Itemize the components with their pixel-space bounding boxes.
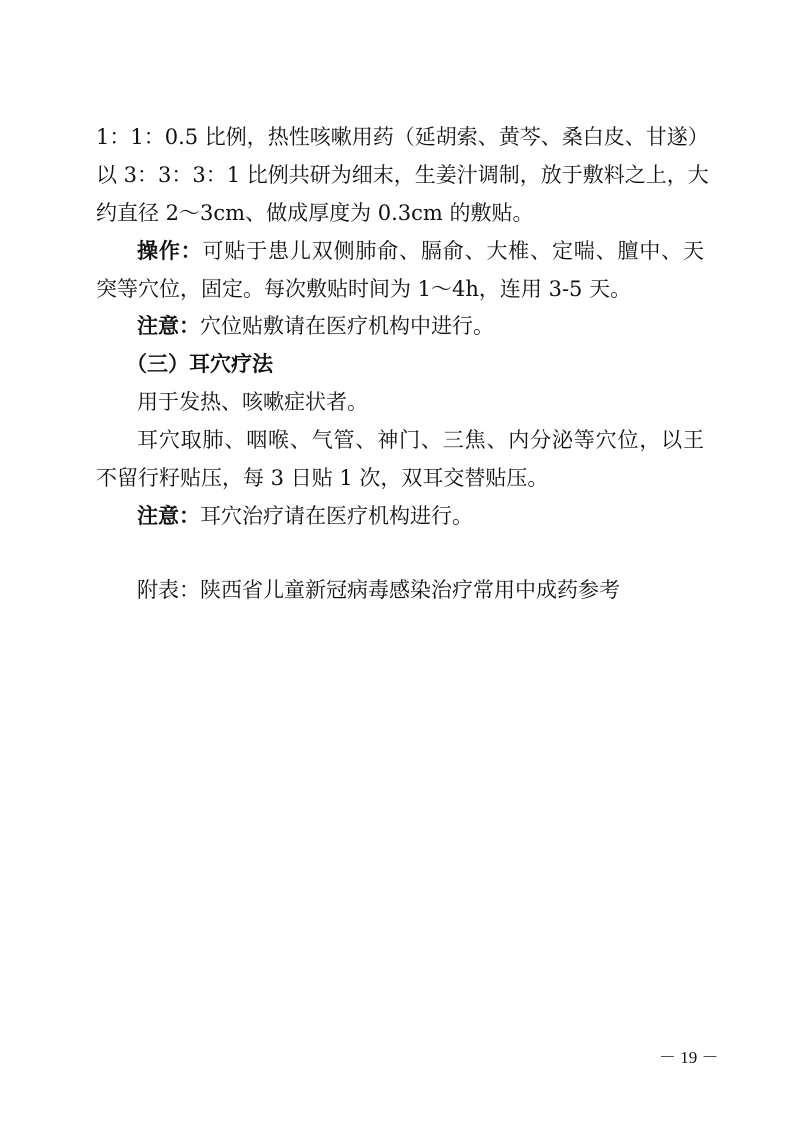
- note-label: 注意：: [137, 314, 200, 338]
- paragraph-line: 约直径 2～3cm、做成厚度为 0.3cm 的敷贴。: [96, 201, 534, 225]
- paragraph-line: 1：1：0.5 比例，热性咳嗽用药（延胡索、黄芩、桑白皮、甘遂）: [96, 125, 709, 149]
- appendix-reference: 附表：陕西省儿童新冠病毒感染治疗常用中成药参考: [137, 578, 620, 602]
- note-line: [137, 316, 494, 337]
- note-label: 注意：: [137, 504, 200, 528]
- operation-line-2: 突等穴位，固定。每次敷贴时间为 1～4h，连用 3-5 天。: [96, 277, 632, 301]
- note-line: [137, 506, 473, 527]
- ear-points-line: 耳穴取肺、咽喉、气管、神门、三焦、内分泌等穴位，以王: [137, 428, 704, 452]
- ear-points-line-2: 不留行籽贴压，每 3 日贴 1 次，双耳交替贴压。: [96, 466, 549, 490]
- usage-text: 用于发热、咳嗽症状者。: [137, 390, 368, 414]
- note-text: 穴位贴敷请在医疗机构中进行。: [200, 314, 494, 338]
- page-number: － 19 －: [659, 1048, 719, 1067]
- paragraph-line: 以 3：3：3：1 比例共研为细末，生姜汁调制，放于敷料之上，大: [96, 163, 709, 187]
- operation-label: 操作：: [137, 239, 203, 263]
- section-heading: （三）耳穴疗法: [126, 352, 273, 376]
- note-text: 耳穴治疗请在医疗机构进行。: [200, 504, 473, 528]
- operation-line: [137, 241, 704, 262]
- operation-text: 可贴于患儿双侧肺俞、膈俞、大椎、定喘、膻中、天: [202, 239, 705, 263]
